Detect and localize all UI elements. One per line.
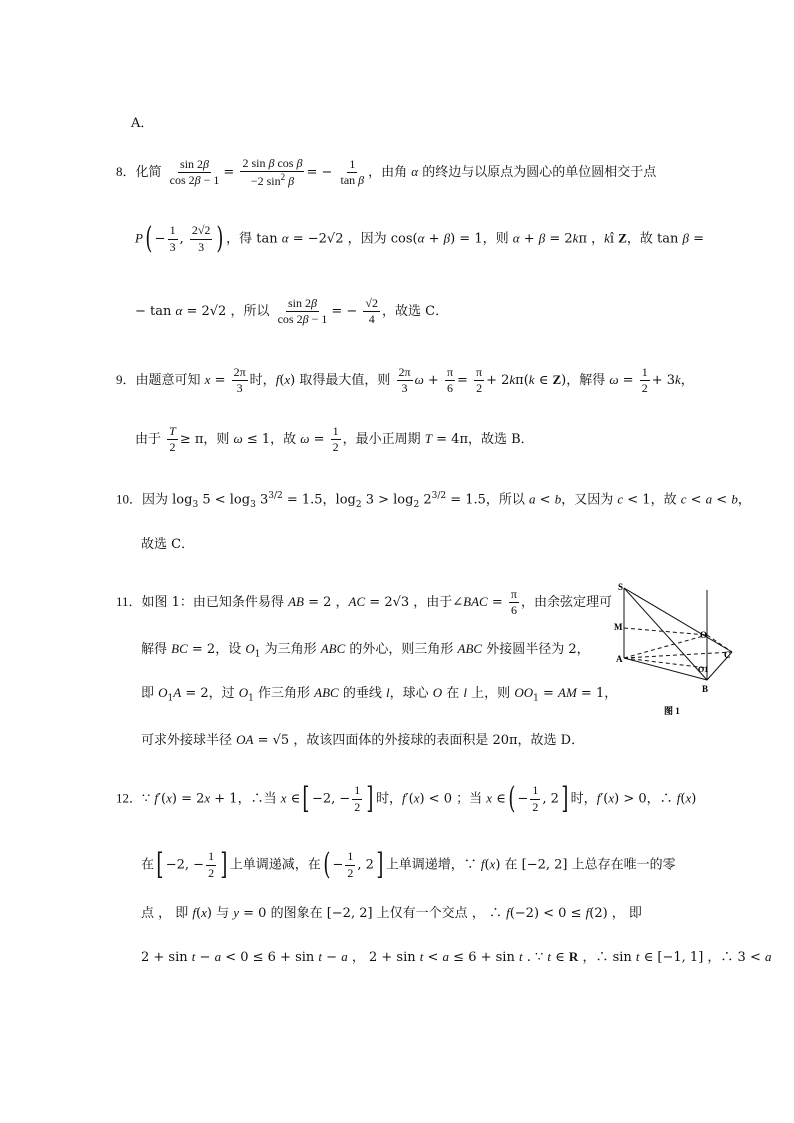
q12-line1: 12．∵ f′(x) = 2x + 1，∴当 x ∈[ −2, − $\frac{1}{2}$ ] 时，f′(x) < 0 ；当 x ∈( − $\frac{1}{2}$ , 2] 时，f′(x) > 0，∴ f(x) <box>116 781 697 816</box>
q11-line2: 解得 BC = 2，设 $O_1$ 为三角形 ABC 的外心，则三角形 ABC 外接圆半径为 2， <box>141 641 590 660</box>
q8-line1: 8．化简 $\frac{\sin 2\beta}{\cos 2\beta - 1}$ = $\frac{\text{2 sin β cos β}}{-2 \sin^2 \beta}$ = − $\frac{1}{\text{tan β}}$ ，由角 α 的终边与以原点为圆心的单位圆相交于点 <box>116 156 657 189</box>
geometry-figure <box>612 580 742 720</box>
label-o1: O1 <box>698 665 709 674</box>
q9-line2: 由于 $\frac{T}{2}$ ≥ π，则 ω ≤ 1，故 ω = $\frac{1}{2}$ ，最小正周期 T = 4π，故选 B． <box>135 424 534 455</box>
label-o: O <box>700 630 708 640</box>
q9-line1: 9．由题意可知 x = $\frac{2\pi}{3}$ 时，f(x) 取得最大值，则 $\frac{2\pi}{3}$ ω + $\frac{\pi}{6}$ = $\frac{\pi}{2}$ + 2kπ(k ∈ Z)，解得 ω = $\frac{1}{2}$ + 3k， <box>116 365 694 396</box>
q11-line3: 即 $O_1A = 2$，过 $O_1$ 作三角形 ABC 的垂线 l，球心 O 在 l 上，则 $OO_1$ = AM = 1， <box>141 685 618 704</box>
q10-line2: 故选 C． <box>141 537 195 552</box>
q8-line3: − tan α = 2√2 ，所以 $\frac{\sin 2\beta}{\cos 2\beta - 1}$ = − $\frac{√2}{4}$ ，故选 C． <box>135 296 449 327</box>
q8-line2: P( − $\frac{1}{3}$ , $\frac{2√2}{3}$ ) ，得 tan α = −2√2 ，因为 cos(α + β) = 1，则 α + β = 2kπ ，kî Z，故 tan β = <box>135 221 705 256</box>
label-b: B <box>702 684 709 694</box>
q10-line1: 10．因为 $\log_3 5 < \log_3 3^{3/2} = 1.5$，$\log_2 3 > \log_2 2^{3/2} = 1.5$，所以 a < b，又因为 c < 1，故 c < a < b， <box>116 491 751 510</box>
q12-line3: 点 ， 即 f(x) 与 y = 0 的图象在 [−2, 2] 上仅有一个交点 ， ∴ f(−2) < 0 ≤ f(2) ， 即 <box>141 905 642 921</box>
figure-caption: 图 1 <box>664 706 680 716</box>
label-m: M <box>614 622 623 632</box>
label-s: S <box>618 582 624 592</box>
label-a: A <box>616 654 623 664</box>
answer-7: A． <box>131 116 154 131</box>
q12-line4: 2 + sin t − a < 0 ≤ 6 + sin t − a ， 2 + sin t < a ≤ 6 + sin t . ∵ t ∈ R ，∴ sin t ∈ [−1, 1] ，∴ 3 < a <box>141 949 772 965</box>
q12-line2: 在[ −2, − $\frac{1}{2}$ ] 上单调递减，在( − $\frac{1}{2}$ , 2] 上单调递增，∵ f(x) 在 [−2, 2] 上总存在唯一的零 <box>141 847 676 882</box>
q11-line1: 11．如图 1：由已知条件易得 AB = 2 ，AC = 2√3 ，由于∠BAC = $\frac{\pi}{6}$ ，由余弦定理可 <box>116 587 612 618</box>
label-c: C <box>724 650 731 660</box>
q11-line4: 可求外接球半径 OA = √5 ，故该四面体的外接球的表面积是 20π，故选 D． <box>141 732 585 748</box>
